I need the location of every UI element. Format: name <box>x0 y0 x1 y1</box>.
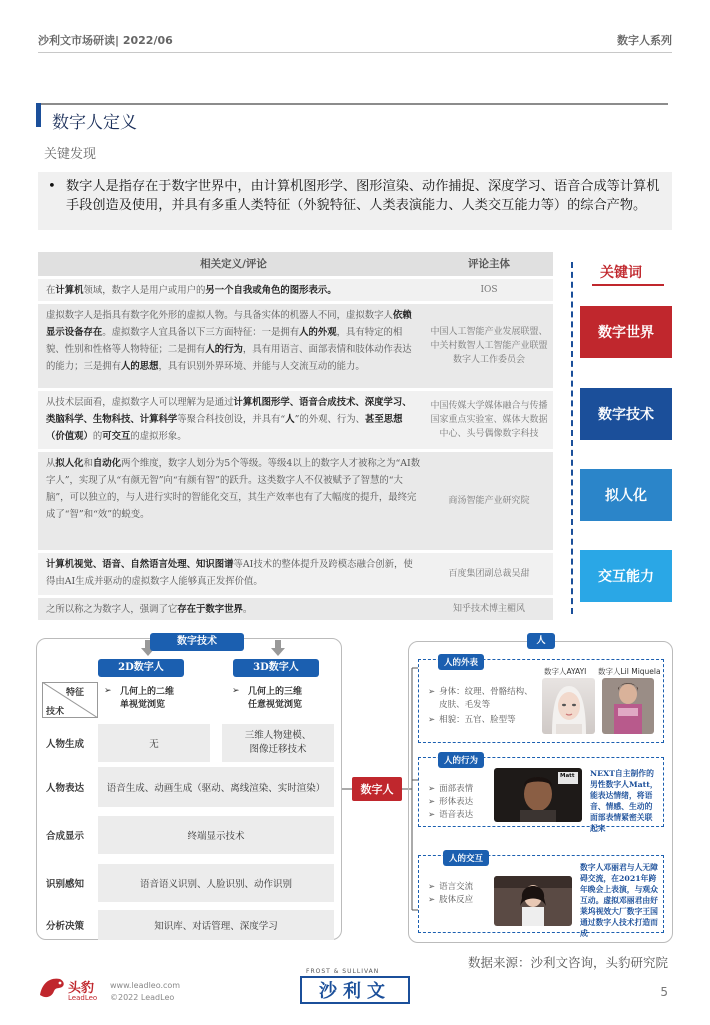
tech-row-value: 语音语义识别、人脸识别、动作识别 <box>139 879 292 890</box>
matt-badge: Matt <box>560 773 575 779</box>
behavior-bullet-3: 语音表达 <box>439 810 474 820</box>
page-number: 5 <box>660 985 668 999</box>
behavior-bullet-1: 面部表情 <box>439 784 474 794</box>
definition-fragment: 的虚拟形象。 <box>130 431 187 442</box>
definition-fragment: 。 <box>242 604 253 615</box>
bullet-arrow: ➢ <box>428 810 436 820</box>
definition-keyword: 甚至思想（价值观） <box>46 414 403 442</box>
interaction-bullets <box>428 881 498 907</box>
feature-2d: 几何上的二维 单视觉浏览 <box>120 687 175 710</box>
header-divider <box>38 52 672 53</box>
person-title: 人 <box>527 633 555 649</box>
keyword-1: 数字世界 <box>580 306 672 358</box>
title-rule <box>36 103 668 105</box>
tech-row-2d-value: 无 <box>149 739 159 750</box>
bullet-arrow-2d: ➢ <box>104 686 112 696</box>
definition-source: 中国传媒大学媒体融合与传播国家重点实验室、媒体大数据中心、头号偶像数字科技 <box>430 401 548 439</box>
col-2d-header: 2D数字人 <box>98 659 184 677</box>
key-finding-text: 数字人是指存在于数字世界中，由计算机图形学、图形渲染、动作捕捉、深度学习、语音合成等计算机手段创造及使用，并具有多重人类特征（外貌特征、人类表演能力、人类交互能力等）的综合产物。 <box>66 179 660 213</box>
definition-source: 中国人工智能产业发展联盟、中关村数智人工智能产业联盟数字人工作委员会 <box>430 327 548 365</box>
definition-table <box>38 252 553 623</box>
definition-fragment: ，具有特定的相貌、性别和性格等人物特征；二是拥有 <box>46 327 403 355</box>
keyword-divider <box>571 262 573 614</box>
definition-fragment: ”的外观、行为、 <box>294 414 365 425</box>
tech-row-label: 识别感知 <box>46 879 85 890</box>
definition-keyword: 自动化 <box>92 458 122 469</box>
col-3d-header: 3D数字人 <box>233 659 319 677</box>
page-title: 数字人定义 <box>52 113 137 133</box>
definition-keyword: 人的行为 <box>205 344 243 355</box>
tech-row-value: 语音生成、动画生成（驱动、离线渲染、实时渲染） <box>106 783 326 794</box>
tech-row-label: 人物表达 <box>46 783 85 794</box>
tech-row-3d-value: 三维人物建模、 图像迁移技术 <box>244 730 312 755</box>
table-row <box>38 391 553 449</box>
behavior-bullet-2: 形体表达 <box>439 797 474 807</box>
table-body <box>38 279 553 620</box>
caption-ayayi: 数字人AYAYI <box>544 667 587 676</box>
site-url: www.leadleo.com <box>110 981 181 990</box>
interaction-desc: 数字人邓丽君与人无障碍交流，在2021年跨年晚会上表演，与观众互动。虚拟邓丽君由好莱坞视效大厂数字王国通过数字人技术打造而成 <box>580 863 658 938</box>
copyright: ©2022 LeadLeo <box>110 993 175 1002</box>
bullet-arrow: ➢ <box>428 715 436 725</box>
definition-source: 商汤智能产业研究院 <box>448 496 530 506</box>
appearance-bullet-1: 身体：纹理、骨骼结构、皮肤、毛发等 <box>439 687 533 710</box>
definition-keyword: 另一个自我或角色的图形表示。 <box>205 285 337 296</box>
definition-keyword: 计算机图形学、语音合成技术、深度学习、类脑科学、生物科技、计算科学 <box>46 397 412 425</box>
definition-fragment: 在 <box>46 285 56 296</box>
definition-keyword: 依赖显示设备存在 <box>46 310 412 338</box>
keyword-4: 交互能力 <box>580 550 672 602</box>
keyword-title: 关键词 <box>600 265 642 281</box>
definition-text <box>46 282 421 299</box>
appearance-tag: 人的外表 <box>438 654 484 670</box>
definition-source: 百度集团副总裁吴甜 <box>448 569 530 579</box>
appearance-bullets <box>428 686 540 727</box>
title-accent-bar <box>36 103 41 127</box>
caption-miquela: 数字人Lil Miquela <box>598 667 661 676</box>
table-row <box>38 279 553 301</box>
bullet-arrow-3d: ➢ <box>232 686 240 696</box>
definition-source: 知乎技术博主楣风 <box>452 604 525 614</box>
definition-fragment: 等聚合科技创设，并具有“ <box>177 414 286 425</box>
feature-label: 特征 <box>66 688 85 698</box>
col-header-definition: 相关定义/评论 <box>200 258 267 270</box>
behavior-tag: 人的行为 <box>438 752 484 768</box>
definition-keyword: 人的思想 <box>121 361 159 372</box>
bullet-arrow: ➢ <box>428 784 436 794</box>
partner-logo: 沙利文 <box>300 976 410 1004</box>
table-row <box>38 304 553 388</box>
definition-fragment: 。虚拟数字人宜具备以下三方面特征：一是拥有 <box>102 327 300 338</box>
bullet-arrow: ➢ <box>428 797 436 807</box>
section-subtitle: 关键发现 <box>44 147 97 162</box>
key-finding <box>38 172 672 230</box>
definition-text <box>46 394 421 445</box>
table-row <box>38 452 553 550</box>
definition-fragment: 之所以称之为数字人，强调了它 <box>46 604 178 615</box>
definition-keyword: 人的外观 <box>299 327 337 338</box>
digital-human-node: 数字人 <box>352 777 402 801</box>
keyword-underline <box>592 284 664 286</box>
definition-text <box>46 556 421 590</box>
tech-row-value: 终端显示技术 <box>187 831 245 842</box>
definition-fragment: 和 <box>83 458 93 469</box>
definition-keyword: 可交互 <box>102 431 131 442</box>
tech-row-label: 人物生成 <box>46 739 85 750</box>
definition-fragment: 两个维度，数字人划分为5个等级。等级4以上的数字人才被称之为“AI数字人”，实现了从“有颜无智”向“有颜有智”的跃升。这类数字人不仅被赋予了智慧的“大脑”，可以独立的，与人进行实时的智能化交互，其生产效率也有了大幅度的提升，最终完成了“智”和“效”的蜕变。 <box>46 458 421 520</box>
interaction-bullet-1: 语言交流 <box>439 882 474 892</box>
col-header-source: 评论主体 <box>468 258 510 270</box>
tech-label: 技术 <box>46 707 65 717</box>
interaction-bullet-2: 肢体反应 <box>439 895 474 905</box>
definition-keyword: 人 <box>285 414 295 425</box>
definition-fragment: 等AI技术的整体提升及跨模态融合创新，使得由AI生成并驱动的虚拟数字人能够真正发挥价值。 <box>46 559 413 587</box>
table-row <box>38 553 553 595</box>
definition-source: IOS <box>480 285 498 295</box>
appearance-bullet-2: 相貌：五官、脸型等 <box>439 715 516 725</box>
definition-fragment: 的 <box>92 431 103 442</box>
data-source: 数据来源：沙利文咨询，头豹研究院 <box>467 955 668 970</box>
site-info <box>110 980 180 1004</box>
definition-text <box>46 307 421 375</box>
bullet-arrow: ➢ <box>428 687 436 697</box>
leadleo-logo-text: 头豹 <box>68 981 95 996</box>
report-series: 数字人系列 <box>617 34 672 47</box>
definition-fragment: 从技术层面看，虚拟数字人可以理解为是通过 <box>46 397 234 408</box>
bullet-arrow: ➢ <box>428 895 436 905</box>
definition-keyword: 拟人化 <box>55 458 84 469</box>
tech-row-label: 合成显示 <box>46 831 85 842</box>
definition-keyword: 计算机视觉、语音、自然语言处理、知识图谱 <box>46 559 234 570</box>
teresa-teng-image <box>494 876 572 926</box>
partner-logo-top: FROST & SULLIVAN <box>306 968 380 975</box>
tech-row-value: 知识库、对话管理、深度学习 <box>154 921 278 932</box>
table-row <box>38 598 553 620</box>
definition-fragment: 虚拟数字人是指具有数字化外形的虚拟人物。与具备实体的机器人不同，虚拟数字人 <box>46 310 393 321</box>
keyword-3: 拟人化 <box>580 469 672 521</box>
feature-3d: 几何上的三维 任意视觉浏览 <box>248 687 303 710</box>
definition-fragment: 从 <box>46 458 56 469</box>
leadleo-logo-icon <box>38 975 66 1001</box>
definition-text <box>46 455 421 523</box>
tech-row-label: 分析决策 <box>46 921 85 932</box>
definition-keyword: 计算机 <box>55 285 84 296</box>
ayayi-image <box>542 678 595 734</box>
report-header-left: 沙利文市场研读| 2022/06 <box>38 34 173 47</box>
bullet-arrow: ➢ <box>428 882 436 892</box>
lil-miquela-image <box>602 678 654 734</box>
definition-text <box>46 601 421 618</box>
definition-fragment: ，具有用语言、面部表情和肢体动作表达的能力；三是拥有 <box>46 344 412 372</box>
behavior-desc: NEXT自主制作的男性数字人Matt，能表达情绪，将语音、情感、生动的面部表情紧密关联起来 <box>590 769 658 833</box>
definition-fragment: ，具有识别外界环境、并能与人交流互动的能力。 <box>158 361 365 372</box>
table-header <box>38 252 553 276</box>
leadleo-logo-sub: LeadLeo <box>68 994 98 1002</box>
definition-fragment: 领域，数字人是用户或用户的 <box>83 285 206 296</box>
bullet-dot: • <box>48 179 56 194</box>
keyword-2: 数字技术 <box>580 388 672 440</box>
interaction-tag: 人的交互 <box>443 850 489 866</box>
tech-title: 数字技术 <box>150 633 244 651</box>
definition-keyword: 存在于数字世界 <box>177 604 243 615</box>
